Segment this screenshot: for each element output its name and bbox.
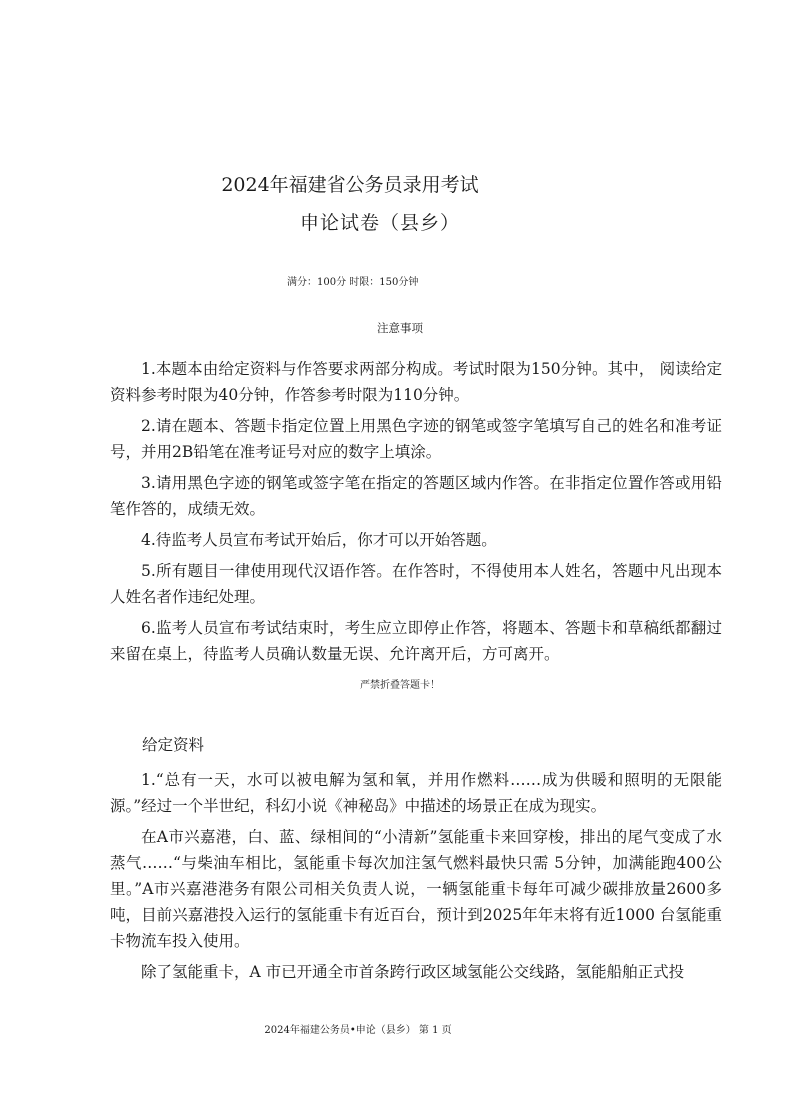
page-footer: 2024年福建公务员•申论（县乡） 第 1 页 bbox=[264, 1025, 452, 1036]
warning-note: 严禁折叠答题卡！ bbox=[360, 680, 440, 691]
section-heading: 给定资料 bbox=[142, 736, 205, 754]
material-paragraph: 在A市兴嘉港，白、蓝、绿相间的“小清新”氢能重卡来回穿梭，排出的尾气变成了水蒸气……“与柴油车相比，氢能重卡每次加注氢气燃料最快只需 5分钟，加满能跑400公里。”A市兴嘉港港务有限公司相关负责人说，一辆氢能重卡每年可减少碳排放量2600多吨，目前兴嘉港投入运行的氢能重卡有近百台，预计到2025年年末将有近1000 台氢能重卡物流车投入使用。 bbox=[110, 828, 722, 950]
material-paragraph: 除了氢能重卡，A 市已开通全市首条跨行政区域氢能公交线路，氢能船舶正式投 bbox=[141, 963, 685, 981]
exam-subtitle: 申论试卷（县乡） bbox=[299, 212, 460, 234]
notice-item: 6.监考人员宣布考试结束时，考生应立即停止作答，将题本、答题卡和草稿纸都翻过来留在桌上，待监考人员确认数量无误、允许离开后，方可离开。 bbox=[110, 619, 722, 663]
score-time-info: 满分：100分 时限：150分钟 bbox=[287, 277, 419, 288]
material-body bbox=[110, 767, 722, 990]
exam-title: 2024年福建省公务员录用考试 bbox=[221, 174, 479, 196]
notice-item: 5.所有题目一律使用现代汉语作答。在作答时，不得使用本人姓名，答题中凡出现本人姓名者作违纪处理。 bbox=[110, 562, 722, 606]
notice-item: 4.待监考人员宣布考试开始后，你才可以开始答题。 bbox=[141, 531, 497, 549]
notice-item: 2.请在题本、答题卡指定位置上用黑色字迹的钢笔或签字笔填写自己的姓名和准考证号，并用2B铅笔在准考证号对应的数字上填涂。 bbox=[110, 417, 722, 461]
notice-heading: 注意事项 bbox=[377, 321, 423, 335]
notice-list bbox=[110, 356, 722, 672]
notice-item: 1.本题本由给定资料与作答要求两部分构成。考试时限为150分钟。其中， 阅读给定资料参考时限为40分钟，作答参考时限为110分钟。 bbox=[110, 360, 722, 404]
material-paragraph: 1.“总有一天，水可以被电解为氢和氧，并用作燃料……成为供暖和照明的无限能源。”经过一个半世纪，科幻小说《神秘岛》中描述的场景正在成为现实。 bbox=[110, 771, 722, 815]
notice-item: 3.请用黑色字迹的钢笔或签字笔在指定的答题区域内作答。在非指定位置作答或用铅笔作答的，成绩无效。 bbox=[110, 474, 722, 518]
